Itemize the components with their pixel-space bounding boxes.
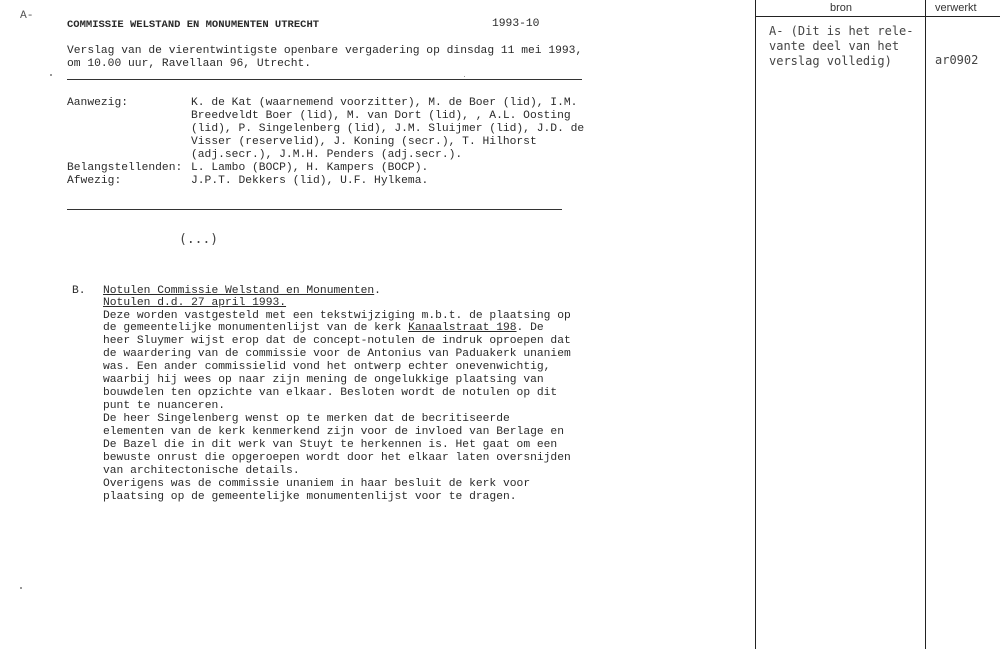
scan-speck — [50, 74, 52, 76]
body-line: De Bazel die in dit werk van Stuyt te herkennen is. Het gaat om een — [103, 439, 558, 451]
column-header-bron: bron — [830, 2, 853, 14]
bron-note-line: vante deel van het — [769, 39, 900, 53]
present-line: Breedveldt Boer (lid), M. van Dort (lid), , A.L. Oosting — [191, 110, 571, 122]
body-line: punt te nuanceren. — [103, 400, 226, 412]
body-text: . De — [516, 322, 544, 334]
column-divider-left — [755, 0, 756, 649]
body-line: Overigens was de commissie unaniem in haar besluit de kerk voor — [103, 478, 531, 490]
body-line: heer Sluymer wijst erop dat de concept-notulen de indruk oproepen dat — [103, 335, 571, 347]
subtitle-line: om 10.00 uur, Ravellaan 96, Utrecht. — [67, 58, 312, 70]
body-text: de gemeentelijke monumentenlijst van de kerk — [103, 322, 409, 334]
section-subtitle: Notulen d.d. 27 april 1993. — [103, 297, 287, 309]
bron-note-line: verslag volledig) — [769, 54, 892, 68]
header-rule — [67, 79, 582, 80]
margin-mark: A- — [20, 10, 34, 22]
body-line: Deze worden vastgesteld met een tekstwijziging m.b.t. de plaatsing op — [103, 310, 571, 322]
body-line: van architectonische details. — [103, 465, 300, 477]
bron-note-line: A- (Dit is het rele- — [769, 24, 914, 38]
body-line: plaatsing op de gemeentelijke monumentenlijst voor te dragen. — [103, 491, 517, 503]
section-title-text: Notulen Commissie Welstand en Monumenten — [103, 285, 375, 297]
body-line: bouwdelen ten opzichte van elkaar. Besloten wordt de notulen op dit — [103, 387, 558, 399]
section-title-suffix: . — [374, 285, 381, 297]
body-line: elementen van de kerk kenmerkend zijn voor de invloed van Berlage en — [103, 426, 564, 438]
body-line: was. Een ander commissielid vond het ontwerp echter onevenwichtig, — [103, 361, 551, 373]
body-line: bewuste onrust die opgeroepen wordt door het elkaar laten oversnijden — [103, 452, 571, 464]
stakeholders-value: L. Lambo (BOCP), H. Kampers (BOCP). — [191, 162, 429, 174]
present-label: Aanwezig: — [67, 97, 129, 109]
present-line: Visser (reservelid), J. Koning (secr.), T. Hilhorst — [191, 136, 537, 148]
doc-number: 1993-10 — [492, 18, 540, 30]
absent-value: J.P.T. Dekkers (lid), U.F. Hylkema. — [191, 175, 429, 187]
attendance-rule — [67, 209, 562, 210]
subtitle-line: Verslag van de vierentwintigste openbare vergadering op dinsdag 11 mei 1993, — [67, 45, 583, 57]
absent-label: Afwezig: — [67, 175, 122, 187]
column-header-rule — [755, 16, 1000, 17]
org-title: COMMISSIE WELSTAND EN MONUMENTEN UTRECHT — [67, 19, 320, 31]
scan-speck — [20, 587, 22, 589]
section-letter: B. — [72, 285, 86, 297]
body-line: De heer Singelenberg wenst op te merken dat de becritiseerde — [103, 413, 510, 425]
present-line: K. de Kat (waarnemend voorzitter), M. de Boer (lid), I.M. — [191, 97, 578, 109]
body-line: waarbij hij wees op naar zijn mening de ongelukkige plaatsing van — [103, 374, 544, 386]
verwerkt-code: ar0902 — [935, 53, 979, 67]
present-line: (lid), P. Singelenberg (lid), J.M. Sluijmer (lid), J.D. de — [191, 123, 585, 135]
body-line: de waardering van de commissie voor de Antonius van Paduakerk unaniem — [103, 348, 571, 360]
body-line — [103, 322, 544, 335]
ellipsis: (...) — [179, 232, 219, 247]
column-divider-middle — [925, 0, 926, 649]
stakeholders-label: Belangstellenden: — [67, 162, 183, 174]
scan-speck — [464, 76, 465, 77]
address-link: Kanaalstraat 198 — [408, 322, 517, 334]
present-line: (adj.secr.), J.M.H. Penders (adj.secr.). — [191, 149, 463, 161]
column-header-verwerkt: verwerkt — [935, 2, 977, 14]
